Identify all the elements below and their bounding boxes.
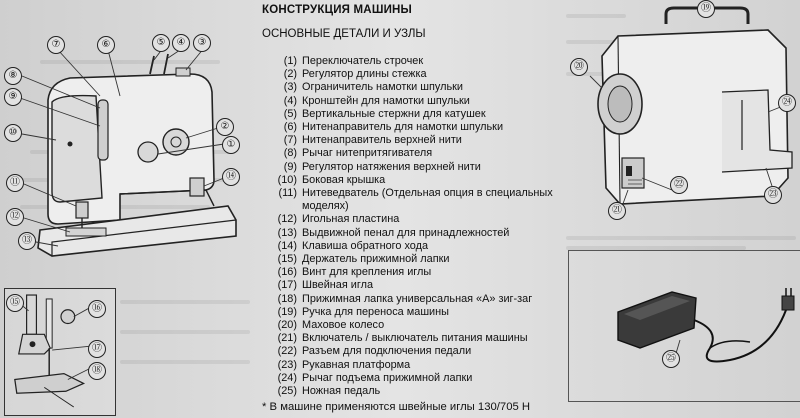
parts-list xyxy=(266,55,566,398)
needle-footnote: * В машине применяются швейные иглы 130/705 H xyxy=(262,401,531,413)
section-subtitle: ОСНОВНЫЕ ДЕТАЛИ И УЗЛЫ xyxy=(262,28,426,40)
needle-plate-shape xyxy=(66,228,106,236)
part-item xyxy=(266,147,566,160)
part-number: (12) xyxy=(277,213,297,226)
callout-6: ⑥ xyxy=(97,36,115,54)
part-item xyxy=(266,108,566,121)
callout-23: ㉓ xyxy=(764,186,782,204)
part-item xyxy=(266,95,566,108)
callout-24: ㉔ xyxy=(778,94,796,112)
part-number: (16) xyxy=(277,266,297,279)
callout-9: ⑨ xyxy=(4,88,22,106)
reverse-lever-shape xyxy=(190,178,204,196)
callout-3: ③ xyxy=(193,34,211,52)
part-item xyxy=(266,240,566,253)
part-number: (5) xyxy=(283,107,297,120)
part-name: Вертикальные стержни для катушек xyxy=(302,107,486,120)
part-number: (3) xyxy=(283,81,297,94)
part-name: Маховое колесо xyxy=(302,319,385,332)
part-item xyxy=(266,213,566,226)
callout-18: ⑱ xyxy=(88,362,106,380)
part-number: (24) xyxy=(277,371,297,384)
part-name: Нитенаправитель для намотки шпульки xyxy=(302,121,504,134)
part-item xyxy=(266,279,566,292)
callout-11: ⑪ xyxy=(6,174,24,192)
part-item xyxy=(266,174,566,187)
part-name: Рычаг подъема прижимной лапки xyxy=(302,371,473,384)
part-item xyxy=(266,345,566,358)
part-name: Игольная пластина xyxy=(302,213,400,226)
tension-dial-shape xyxy=(98,100,108,160)
part-name: Рычаг нитепритягивателя xyxy=(302,147,433,160)
part-item xyxy=(266,266,566,279)
part-name: Держатель прижимной лапки xyxy=(302,253,450,266)
callout-21: ㉑ xyxy=(608,202,626,220)
callout-2: ② xyxy=(216,118,234,136)
part-item xyxy=(266,161,566,174)
part-number: (20) xyxy=(277,319,297,332)
callout-15: ⑮ xyxy=(6,294,24,312)
part-item xyxy=(266,81,566,94)
part-number: (21) xyxy=(277,332,297,345)
part-item xyxy=(266,293,566,306)
part-number: (13) xyxy=(277,226,297,239)
part-name: Выдвижной пенал для принадлежностей xyxy=(302,226,510,239)
callout-19: ⑲ xyxy=(697,0,715,18)
part-name: Прижимная лапка универсальная «А» зиг-заг xyxy=(302,292,533,305)
part-name: Нитеведватель (Отдельная опция в специальных моделях) xyxy=(302,187,553,213)
callout-1: ① xyxy=(222,136,240,154)
part-number: (11) xyxy=(278,187,297,200)
part-number: (17) xyxy=(277,279,297,292)
part-number: (10) xyxy=(277,173,297,186)
part-name: Переключатель строчек xyxy=(302,55,424,67)
part-item xyxy=(266,187,566,213)
part-number: (4) xyxy=(283,94,297,107)
part-number: (14) xyxy=(277,239,297,252)
section-title: КОНСТРУКЦИЯ МАШИНЫ xyxy=(262,4,413,16)
part-item xyxy=(266,253,566,266)
front-view-illustration xyxy=(0,30,245,280)
part-item xyxy=(266,332,566,345)
part-number: (15) xyxy=(277,253,297,266)
part-name: Швейная игла xyxy=(302,279,374,292)
part-number: (7) xyxy=(283,134,297,147)
callout-22: ㉒ xyxy=(670,176,688,194)
part-item xyxy=(266,134,566,147)
part-item xyxy=(266,385,566,398)
parts-column xyxy=(262,0,562,418)
callout-25: ㉕ xyxy=(662,350,680,368)
part-name: Ограничитель намотки шпульки xyxy=(302,81,463,94)
power-switch-panel xyxy=(622,158,644,188)
part-number: (8) xyxy=(283,147,297,160)
part-name: Регулятор длины стежка xyxy=(302,68,427,81)
part-item xyxy=(266,121,566,134)
part-name: Нитенаправитель верхней нити xyxy=(302,134,462,147)
callout-12: ⑫ xyxy=(6,208,24,226)
callout-14: ⑭ xyxy=(222,168,240,186)
part-name: Кронштейн для намотки шпульки xyxy=(302,94,470,107)
part-number: (9) xyxy=(283,160,297,173)
callout-8: ⑧ xyxy=(4,67,22,85)
stitch-length-shape xyxy=(138,142,158,162)
part-name: Боковая крышка xyxy=(302,173,386,186)
part-number: (18) xyxy=(277,292,297,305)
part-item xyxy=(266,359,566,372)
callout-16: ⑯ xyxy=(88,300,106,318)
part-number: (1) xyxy=(283,55,297,67)
part-number: (25) xyxy=(277,385,297,398)
callout-7: ⑦ xyxy=(47,36,65,54)
part-number: (2) xyxy=(283,68,297,81)
callout-5: ⑤ xyxy=(152,34,170,52)
callout-17: ⑰ xyxy=(88,340,106,358)
foot-pedal-illustration xyxy=(600,268,800,380)
part-number: (6) xyxy=(283,121,297,134)
callout-10: ⑩ xyxy=(4,124,22,142)
callout-13: ⑬ xyxy=(18,232,36,250)
part-item xyxy=(266,55,566,68)
part-name: Ножная педаль xyxy=(302,385,381,398)
part-name: Включатель / выключатель питания машины xyxy=(302,332,528,345)
part-item xyxy=(266,68,566,81)
callout-20: ⑳ xyxy=(570,58,588,76)
part-name: Ручка для переноса машины xyxy=(302,305,449,318)
part-item xyxy=(266,227,566,240)
part-number: (19) xyxy=(277,305,297,318)
part-item xyxy=(266,319,566,332)
part-item xyxy=(266,372,566,385)
part-name: Рукавная платформа xyxy=(302,358,411,371)
part-number: (23) xyxy=(277,358,297,371)
part-name: Разъем для подключения педали xyxy=(302,345,472,358)
part-item xyxy=(266,306,566,319)
part-number: (22) xyxy=(277,345,297,358)
part-name: Регулятор натяжения верхней нити xyxy=(302,160,481,173)
callout-4: ④ xyxy=(172,34,190,52)
part-name: Клавиша обратного хода xyxy=(302,239,429,252)
part-name: Винт для крепления иглы xyxy=(302,266,432,279)
